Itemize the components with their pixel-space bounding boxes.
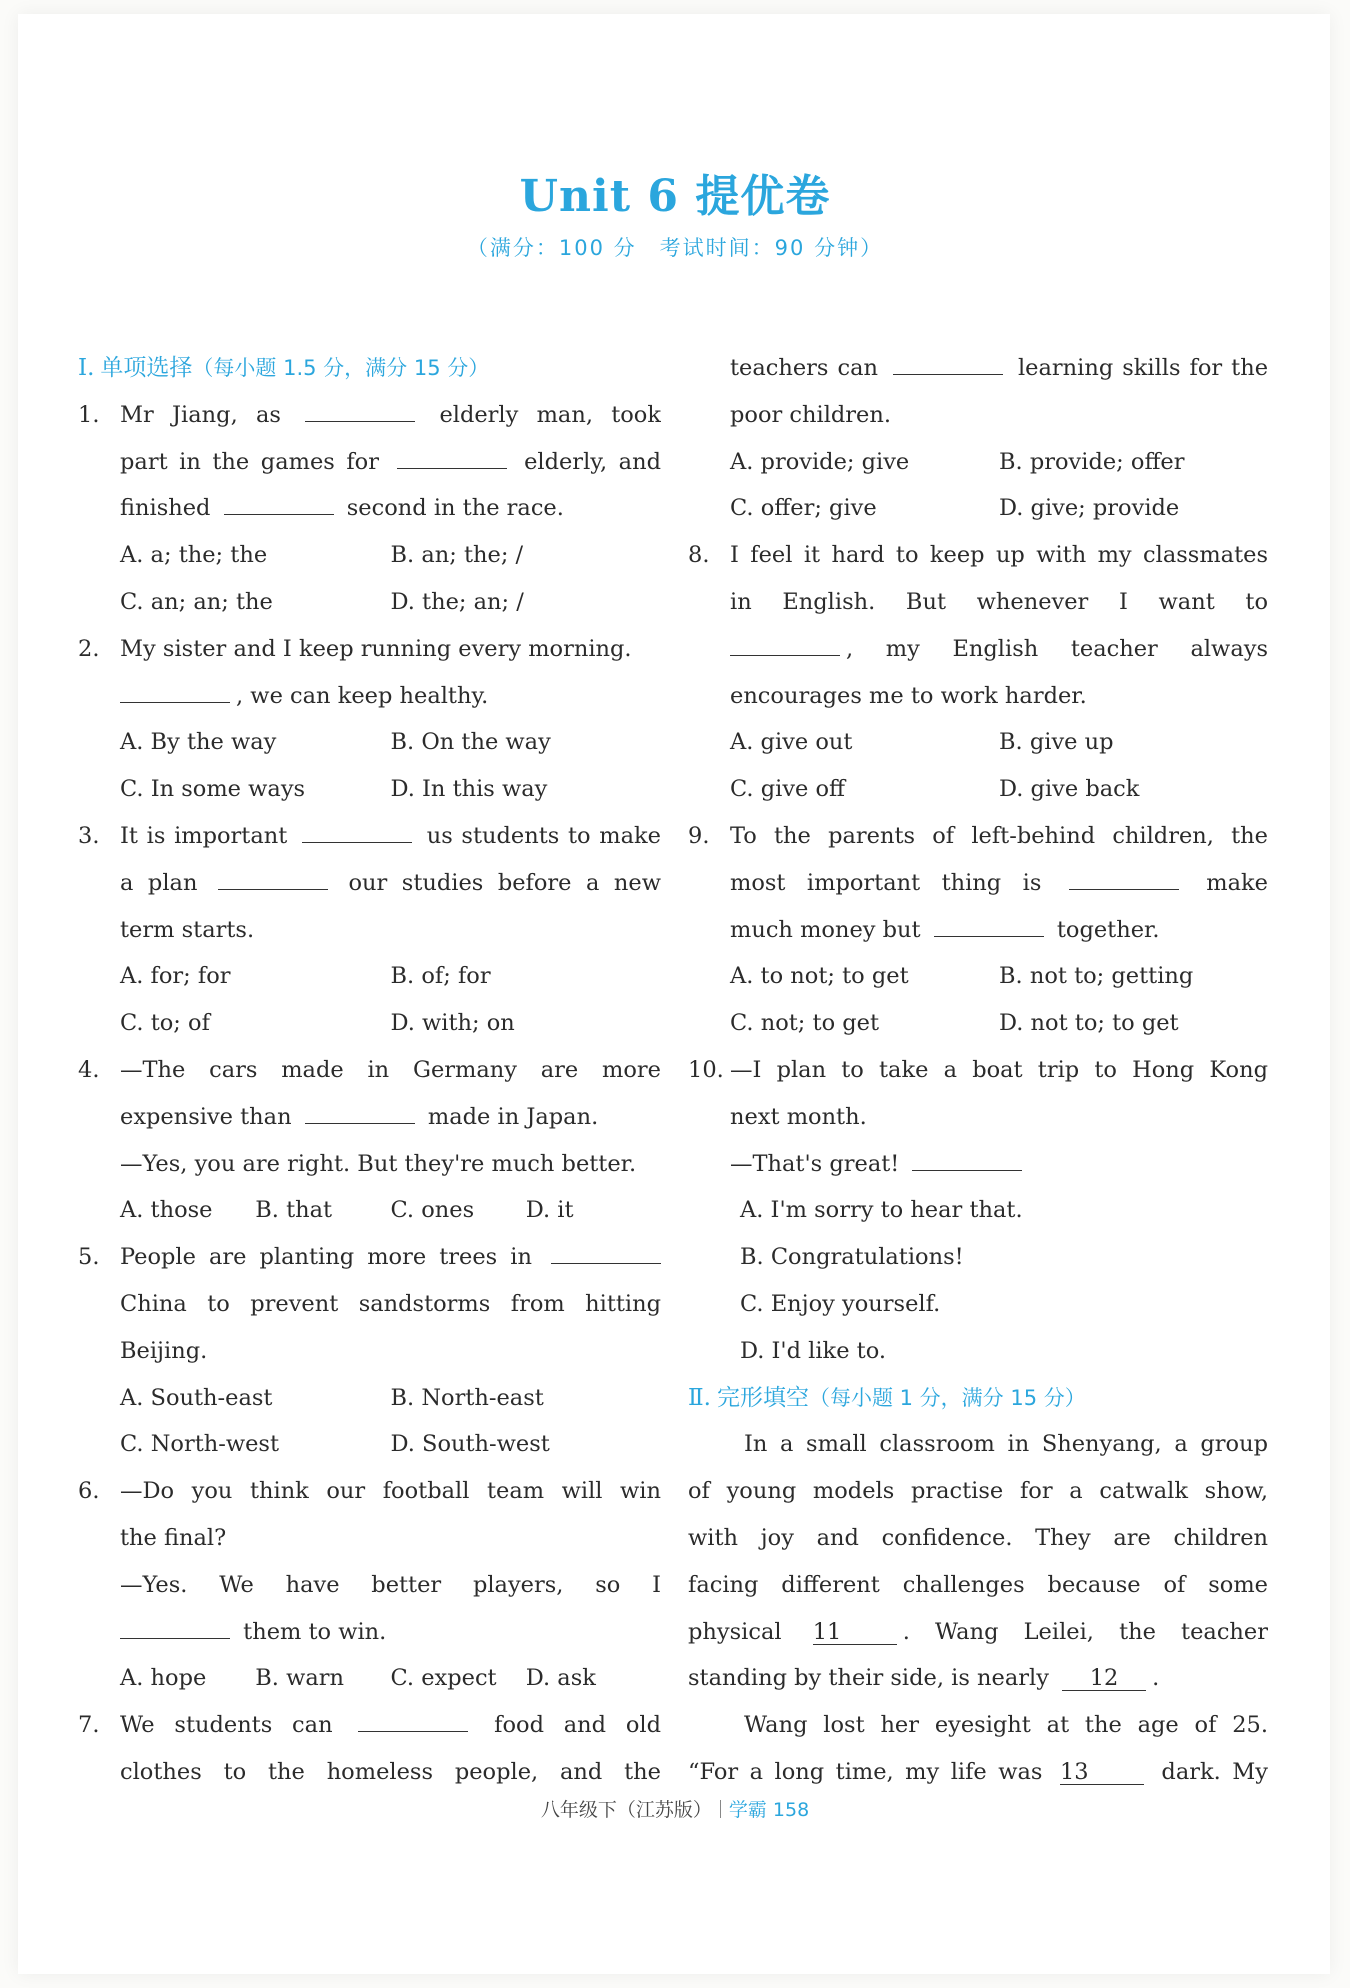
question-text: expensive than — [120, 1103, 292, 1130]
question-text: make — [1206, 869, 1268, 896]
answer-blank[interactable] — [934, 912, 1044, 937]
question-line — [78, 1094, 661, 1141]
option-d[interactable]: D. give; provide — [999, 495, 1180, 522]
option-c[interactable]: C. offer; give — [730, 495, 877, 522]
question-10-line — [688, 1047, 1268, 1094]
question-number: 4. — [78, 1056, 100, 1083]
grade-label: 八年级下（江苏版） — [540, 1799, 712, 1821]
cloze-blank-11[interactable]: 11 — [813, 1620, 897, 1645]
question-2-line — [78, 626, 661, 673]
question-6-line — [78, 1468, 661, 1515]
question-text: I feel it hard to keep up with my classmates — [730, 542, 1268, 569]
options-row — [688, 953, 1268, 1000]
question-line — [78, 860, 661, 907]
answer-blank[interactable] — [1069, 865, 1179, 890]
option-a[interactable]: A. a; the; the — [120, 542, 268, 569]
question-5-line — [78, 1234, 661, 1281]
question-line — [688, 392, 1268, 439]
passage-text: “For a long time, my life was — [688, 1758, 1043, 1785]
option-d[interactable]: D. it — [525, 1197, 574, 1224]
options-row — [78, 532, 661, 579]
option-c[interactable]: C. Enjoy yourself. — [740, 1290, 941, 1317]
option-b[interactable]: B. Congratulations! — [740, 1244, 964, 1271]
question-text: encourages me to work harder. — [730, 682, 1087, 709]
option-d[interactable]: D. give back — [999, 776, 1140, 803]
question-line — [688, 673, 1268, 720]
footer-divider — [720, 1800, 721, 1818]
answer-blank[interactable] — [224, 490, 334, 515]
options-row — [688, 485, 1268, 532]
answer-blank[interactable] — [358, 1707, 468, 1732]
passage-line — [688, 1421, 1268, 1468]
question-line — [78, 1141, 661, 1188]
brand-label: 学霸 — [728, 1799, 767, 1821]
option-b[interactable]: B. On the way — [390, 729, 551, 756]
passage-line — [688, 1749, 1268, 1796]
option-d-row — [688, 1328, 1268, 1375]
question-text: My sister and I keep running every morning. — [120, 635, 632, 662]
option-b[interactable]: B. North-east — [390, 1384, 544, 1411]
question-text: —Yes, you are right. But they're much better. — [120, 1150, 637, 1177]
answer-blank[interactable] — [120, 1614, 230, 1639]
question-text: finished — [120, 495, 211, 522]
option-a[interactable]: A. provide; give — [730, 448, 910, 475]
question-line — [688, 626, 1268, 673]
question-7-line — [78, 1702, 661, 1749]
option-d[interactable]: D. South-west — [390, 1431, 550, 1458]
option-a[interactable]: A. give out — [730, 729, 853, 756]
question-text: , we can keep healthy. — [236, 682, 489, 709]
question-text: Beijing. — [120, 1337, 208, 1364]
option-b[interactable]: B. not to; getting — [999, 963, 1194, 990]
question-text: learning skills for the — [1017, 355, 1268, 381]
passage-line — [688, 1655, 1268, 1702]
passage-text: . — [1152, 1665, 1160, 1692]
passage-line — [688, 1562, 1268, 1609]
section-numeral: Ⅱ. — [688, 1384, 711, 1411]
passage-text: In a small classroom in Shenyang, a group — [744, 1431, 1268, 1458]
answer-blank[interactable] — [730, 631, 840, 656]
question-line — [78, 1562, 661, 1609]
option-c[interactable]: C. In some ways — [120, 776, 306, 803]
question-number: 10. — [688, 1056, 724, 1083]
question-text: much money but — [730, 916, 921, 943]
option-d[interactable]: D. the; an; / — [390, 588, 524, 615]
option-b[interactable]: B. that — [255, 1197, 333, 1224]
question-line — [688, 907, 1268, 954]
option-c[interactable]: C. North-west — [120, 1431, 280, 1458]
question-line — [688, 860, 1268, 907]
question-number: 3. — [78, 822, 100, 849]
options-row — [78, 766, 661, 813]
options-row — [688, 439, 1268, 486]
options-row — [688, 719, 1268, 766]
passage-line — [688, 1702, 1268, 1749]
answer-blank[interactable] — [397, 444, 507, 469]
option-b[interactable]: B. provide; offer — [999, 448, 1185, 475]
question-8-line — [688, 532, 1268, 579]
question-text: in English. But whenever I want to — [730, 588, 1268, 615]
option-b[interactable]: B. of; for — [390, 963, 491, 990]
option-c[interactable]: C. not; to get — [730, 1010, 880, 1037]
question-text: We students can — [120, 1712, 333, 1739]
question-text: teachers can — [730, 355, 878, 381]
question-text: elderly man, took — [439, 401, 661, 428]
question-line — [78, 1281, 661, 1328]
section-note: （每小题 1.5 分，满分 15 分） — [192, 356, 490, 380]
option-a[interactable]: A. By the way — [120, 729, 277, 756]
options-row — [78, 579, 661, 626]
question-line — [78, 1328, 661, 1375]
answer-blank[interactable] — [120, 678, 230, 703]
question-9-line — [688, 813, 1268, 860]
question-line — [688, 1141, 1268, 1188]
question-line — [78, 907, 661, 954]
question-line — [688, 579, 1268, 626]
question-text: next month. — [730, 1103, 867, 1130]
option-a[interactable]: A. I'm sorry to hear that. — [740, 1197, 1023, 1224]
cloze-blank-12[interactable]: 12 — [1062, 1666, 1146, 1691]
page-number: 158 — [772, 1799, 810, 1821]
passage-text: of young models practise for a catwalk show, — [688, 1478, 1268, 1505]
options-row — [78, 1187, 661, 1234]
section-title: 完形填空 — [716, 1384, 809, 1411]
question-3-line — [78, 813, 661, 860]
question-text: them to win. — [243, 1618, 387, 1645]
passage-line — [688, 1609, 1268, 1656]
question-text: Mr Jiang, as — [120, 401, 281, 428]
cloze-blank-13[interactable]: 13 — [1060, 1760, 1144, 1785]
question-text: People are planting more trees in — [120, 1244, 532, 1271]
answer-blank[interactable] — [912, 1146, 1022, 1171]
question-text: clothes to the homeless people, and the — [120, 1758, 661, 1785]
passage-line — [688, 1468, 1268, 1515]
question-text: poor children. — [730, 401, 892, 428]
question-text: made in Japan. — [427, 1103, 599, 1130]
option-c[interactable]: C. expect — [390, 1665, 497, 1692]
option-c[interactable]: C. give off — [730, 776, 846, 803]
section-title: 单项选择 — [100, 355, 193, 381]
question-line — [688, 345, 1268, 392]
question-4-line — [78, 1047, 661, 1094]
options-row — [78, 719, 661, 766]
option-c[interactable]: C. to; of — [120, 1010, 210, 1037]
question-text: our studies before a new — [348, 869, 661, 896]
passage-text: facing different challenges because of some — [688, 1571, 1268, 1598]
answer-blank[interactable] — [551, 1239, 661, 1264]
passage-text: Wang lost her eyesight at the age of 25. — [744, 1712, 1268, 1739]
options-row — [688, 766, 1268, 813]
right-column — [688, 345, 1268, 1796]
options-row — [78, 953, 661, 1000]
question-text: most important thing is — [730, 869, 1042, 896]
question-text: It is important — [120, 822, 288, 849]
passage-text: . Wang Leilei, the teacher — [902, 1618, 1268, 1645]
passage-text: physical — [688, 1618, 782, 1645]
option-d[interactable]: D. not to; to get — [999, 1010, 1179, 1037]
options-row — [78, 1000, 661, 1047]
option-a[interactable]: A. to not; to get — [730, 963, 909, 990]
question-1-line — [78, 392, 661, 439]
question-text: second in the race. — [346, 495, 564, 522]
section-note: （每小题 1 分，满分 15 分） — [808, 1385, 1086, 1410]
question-line — [688, 1094, 1268, 1141]
answer-blank[interactable] — [893, 350, 1003, 375]
question-text: the final? — [120, 1524, 227, 1551]
question-text: food and old — [494, 1712, 661, 1739]
question-text: term starts. — [120, 916, 255, 943]
option-a-row — [688, 1187, 1268, 1234]
page-title: Unit 6 提优卷 — [519, 171, 831, 222]
question-text: a plan — [120, 869, 198, 896]
question-line — [78, 439, 661, 486]
options-row — [78, 1375, 661, 1422]
page-footer — [0, 1795, 1350, 1822]
section-numeral: Ⅰ. — [78, 355, 95, 381]
question-line — [78, 673, 661, 720]
question-text: —Yes. We have better players, so I — [120, 1571, 661, 1598]
option-a[interactable]: A. South-east — [120, 1384, 273, 1411]
question-line — [78, 1749, 661, 1796]
question-text: —The cars made in Germany are more — [120, 1056, 661, 1083]
option-d[interactable]: D. ask — [525, 1665, 596, 1692]
answer-blank[interactable] — [305, 397, 415, 422]
question-text: —That's great! — [730, 1150, 900, 1177]
option-c-row — [688, 1281, 1268, 1328]
option-b[interactable]: B. give up — [999, 729, 1114, 756]
answer-blank[interactable] — [305, 1099, 415, 1124]
question-number: 2. — [78, 635, 100, 662]
question-text: together. — [1056, 916, 1160, 943]
question-text: To the parents of left-behind children, the — [730, 822, 1268, 849]
passage-line — [688, 1515, 1268, 1562]
question-text: part in the games for — [120, 448, 379, 475]
left-column — [78, 345, 661, 1796]
question-text: , my English teacher always — [846, 635, 1268, 662]
section-heading-2 — [688, 1375, 1268, 1422]
option-b[interactable]: B. warn — [255, 1665, 345, 1692]
option-a[interactable]: A. those — [120, 1197, 213, 1224]
question-number: 5. — [78, 1244, 100, 1271]
question-number: 6. — [78, 1478, 100, 1505]
options-row — [78, 1655, 661, 1702]
options-row — [78, 1421, 661, 1468]
option-b[interactable]: B. an; the; / — [390, 542, 524, 569]
option-c[interactable]: C. an; an; the — [120, 588, 273, 615]
question-line — [78, 1515, 661, 1562]
options-row — [688, 1000, 1268, 1047]
option-d[interactable]: D. I'd like to. — [740, 1337, 887, 1364]
answer-blank[interactable] — [302, 818, 412, 843]
passage-text: standing by their side, is nearly — [688, 1665, 1049, 1692]
option-a[interactable]: A. for; for — [120, 963, 231, 990]
question-line — [78, 485, 661, 532]
option-d[interactable]: D. In this way — [390, 776, 548, 803]
option-a[interactable]: A. hope — [120, 1665, 207, 1692]
question-text: —I plan to take a boat trip to Hong Kong — [730, 1056, 1268, 1083]
question-number: 7. — [78, 1712, 100, 1739]
answer-blank[interactable] — [218, 865, 328, 890]
option-b-row — [688, 1234, 1268, 1281]
question-line — [78, 1609, 661, 1656]
section-heading-1 — [78, 345, 661, 392]
passage-text: with joy and confidence. They are children — [688, 1524, 1268, 1551]
question-number: 1. — [78, 401, 100, 428]
question-text: —Do you think our football team will win — [120, 1478, 661, 1505]
exam-info: （满分：100 分 考试时间：90 分钟） — [466, 236, 884, 260]
question-number: 8. — [688, 542, 710, 569]
question-text: China to prevent sandstorms from hitting — [120, 1290, 661, 1317]
option-c[interactable]: C. ones — [390, 1197, 475, 1224]
question-number: 9. — [688, 822, 710, 849]
question-text: us students to make — [426, 822, 661, 849]
question-text: elderly, and — [524, 448, 661, 475]
option-d[interactable]: D. with; on — [390, 1010, 515, 1037]
passage-text: dark. My — [1161, 1758, 1268, 1785]
